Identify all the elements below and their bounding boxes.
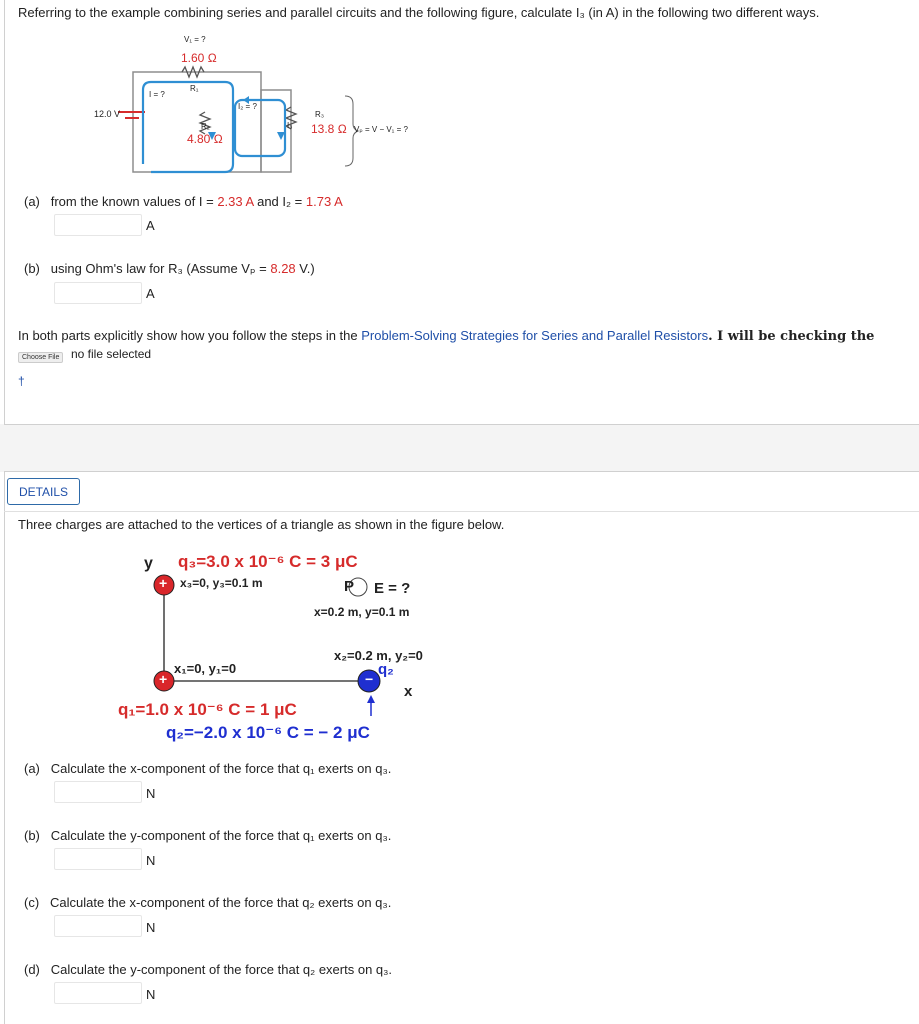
instructions-text bbox=[18, 328, 874, 344]
p1-part-b-text-after: V.) bbox=[299, 261, 315, 276]
p2-part-d-question bbox=[24, 962, 392, 977]
p2-part-d-prefix: (d) bbox=[24, 962, 40, 977]
strategies-link[interactable]: Problem-Solving Strategies for Series and Parallel Resistors bbox=[361, 328, 709, 343]
p2-part-d-text: Calculate the y-component of the force that q₂ exerts on q₃. bbox=[50, 962, 393, 977]
p1-part-a-prefix: (a) bbox=[24, 194, 40, 209]
p2-part-c-question bbox=[24, 895, 391, 910]
r1-value: 1.60 Ω bbox=[181, 51, 217, 65]
circuit-diagram bbox=[85, 32, 445, 182]
p2-part-c-unit: N bbox=[146, 920, 156, 935]
p2-part-c-prefix: (c) bbox=[24, 895, 40, 910]
r3-label: R₃ bbox=[315, 110, 325, 119]
details-divider bbox=[4, 511, 919, 512]
p2-part-b-unit: N bbox=[146, 853, 156, 868]
p2-part-a-question bbox=[24, 761, 391, 776]
no-file-label: no file selected bbox=[71, 347, 152, 361]
dagger-icon[interactable]: † bbox=[18, 374, 25, 388]
voltage-label: 12.0 V bbox=[94, 109, 121, 119]
q1-plus-icon: + bbox=[159, 671, 168, 687]
problem2-panel bbox=[4, 471, 919, 1024]
instructions-before: In both parts explicitly show how you follow the steps in the bbox=[18, 328, 358, 343]
details-button[interactable]: DETAILS bbox=[7, 478, 80, 505]
q1-position-label: x₁=0, y₁=0 bbox=[174, 661, 237, 676]
vp-label: Vₚ = V − V₁ = ? bbox=[354, 125, 408, 134]
q1-main-label: q₁=1.0 x 10⁻⁶ C = 1 μC bbox=[118, 700, 297, 719]
section-separator bbox=[0, 424, 919, 472]
p2-part-c-text: Calculate the x-component of the force that q₂ exerts on q₃. bbox=[50, 895, 392, 910]
p1-part-b-text-before: using Ohm's law for R₃ (Assume Vₚ = bbox=[50, 261, 267, 276]
q2-main-label: q₂=−2.0 x 10⁻⁶ C = − 2 μC bbox=[166, 723, 370, 742]
i3-label: I₃ bbox=[287, 121, 293, 130]
p1-part-b-question bbox=[24, 261, 315, 277]
p1-part-a-i-value: 2.33 A bbox=[217, 194, 254, 209]
p1-part-b-vp-value: 8.28 bbox=[270, 261, 296, 276]
up-arrow-icon bbox=[364, 694, 378, 720]
r2-value: 4.80 Ω bbox=[187, 132, 223, 146]
q2-tag-label: q₂ bbox=[378, 661, 394, 678]
i2-question-label: I₂ = ? bbox=[238, 102, 257, 111]
p2-part-d-unit: N bbox=[146, 987, 156, 1002]
x-axis-label: x bbox=[404, 683, 413, 700]
q3-plus-icon: + bbox=[159, 575, 168, 591]
problem2-intro: Three charges are attached to the vertices of a triangle as shown in the figure below. bbox=[18, 517, 505, 532]
separator-line-top bbox=[4, 424, 919, 425]
p1-part-a-i2-value: 1.73 A bbox=[305, 194, 343, 209]
q2-minus-icon: − bbox=[365, 671, 374, 687]
p1-part-b-answer-input[interactable] bbox=[54, 282, 142, 304]
p2-part-b-text: Calculate the y-component of the force that q₁ exerts on q₃. bbox=[50, 828, 392, 843]
p2-part-a-answer-input[interactable] bbox=[54, 781, 142, 803]
p2-part-b-question bbox=[24, 828, 391, 843]
q3-main-label: q₃=3.0 x 10⁻⁶ C = 3 μC bbox=[178, 552, 358, 571]
e-field-label: E = ? bbox=[374, 580, 411, 597]
p1-part-a-text-before: from the known values of I = bbox=[50, 194, 214, 209]
p2-part-b-prefix: (b) bbox=[24, 828, 40, 843]
y-axis-label: y bbox=[144, 555, 153, 572]
r3-value: 13.8 Ω bbox=[311, 122, 347, 136]
p1-part-b-unit: A bbox=[146, 286, 155, 301]
p1-part-a-answer-input[interactable] bbox=[54, 214, 142, 236]
r2-label: R₂ bbox=[201, 122, 210, 131]
choose-file-button[interactable]: Choose File bbox=[18, 352, 63, 363]
current-label: I = ? bbox=[149, 90, 165, 99]
p2-part-a-prefix: (a) bbox=[24, 761, 40, 776]
p2-part-a-unit: N bbox=[146, 786, 156, 801]
instructions-bold: . I will be checking the bbox=[708, 329, 875, 344]
p2-part-b-answer-input[interactable] bbox=[54, 848, 142, 870]
v1-label: V₁ = ? bbox=[184, 35, 206, 44]
p2-part-d-answer-input[interactable] bbox=[54, 982, 142, 1004]
p2-part-a-text: Calculate the x-component of the force that q₁ exerts on q₃. bbox=[50, 761, 392, 776]
r1-label: R₁ bbox=[190, 84, 199, 93]
p1-part-a-text-mid: and I₂ = bbox=[257, 194, 303, 209]
p1-part-a-question bbox=[24, 194, 343, 209]
point-p-position: x=0.2 m, y=0.1 m bbox=[314, 605, 410, 619]
problem1-intro: Referring to the example combining series and parallel circuits and the following figure, calculate I₃ (in A) in the following two different ways. bbox=[18, 5, 820, 20]
q2-position-label: x₂=0.2 m, y₂=0 bbox=[334, 648, 423, 663]
q3-position-label: x₃=0, y₃=0.1 m bbox=[180, 576, 263, 590]
p1-part-a-unit: A bbox=[146, 218, 155, 233]
p2-part-c-answer-input[interactable] bbox=[54, 915, 142, 937]
point-p-label: P bbox=[344, 578, 355, 595]
p1-part-b-prefix: (b) bbox=[24, 261, 40, 276]
